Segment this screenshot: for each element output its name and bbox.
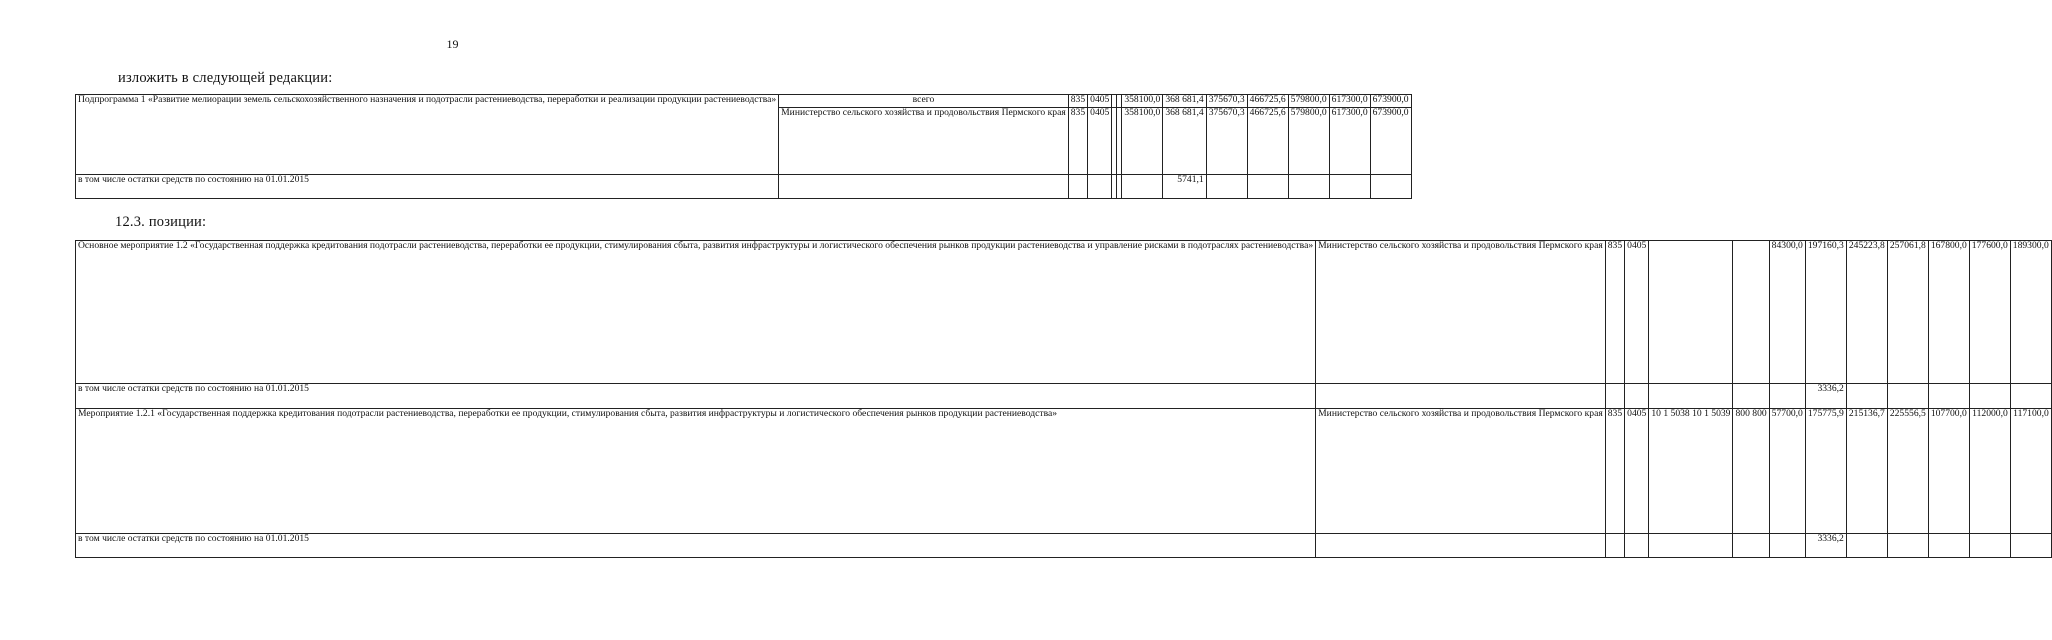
grbs-cell: 835	[1605, 241, 1624, 384]
value-cell: 617300,0	[1329, 108, 1370, 175]
value-cell	[1887, 384, 1928, 409]
value-cell: 245223,8	[1846, 241, 1887, 384]
rzpr-cell	[1625, 534, 1649, 558]
value-cell	[1846, 384, 1887, 409]
value-cell: 358100,0	[1122, 95, 1163, 108]
heading-positions: 12.3. позиции:	[115, 214, 207, 230]
table-row	[76, 384, 2052, 409]
value-cell	[1969, 384, 2010, 409]
rzpr-cell	[1625, 384, 1649, 409]
vr-cell: 800 800	[1733, 409, 1769, 534]
value-cell	[1206, 175, 1247, 199]
heading-revision: изложить в следующей редакции:	[118, 70, 333, 86]
value-cell	[2010, 534, 2051, 558]
value-cell: 368 681,4	[1163, 108, 1206, 175]
row-description: Мероприятие 1.2.1 «Государственная поддержка кредитования подотрасли растениеводства, переработки ее продукции, стимулирования сбыта, развития инфраструктуры и логистического обеспечения рынков продукции растениеводства»	[76, 409, 1316, 534]
table-row	[76, 241, 2052, 384]
table-row	[76, 409, 2052, 534]
value-cell	[1247, 175, 1288, 199]
value-cell: 175775,9	[1805, 409, 1846, 534]
value-cell	[1122, 175, 1163, 199]
value-cell: 617300,0	[1329, 95, 1370, 108]
table-row	[76, 95, 1412, 108]
value-cell: 167800,0	[1928, 241, 1969, 384]
executor-cell: всего	[779, 95, 1069, 108]
grbs-cell: 835	[1068, 108, 1087, 175]
value-cell	[1846, 534, 1887, 558]
rzpr-cell	[1088, 175, 1112, 199]
value-cell: 579800,0	[1288, 108, 1329, 175]
executor-cell: Министерство сельского хозяйства и продовольствия Пермского края	[779, 108, 1069, 175]
value-cell: 117100,0	[2010, 409, 2051, 534]
value-cell: 3336,2	[1805, 384, 1846, 409]
value-cell	[1928, 534, 1969, 558]
value-cell	[1769, 384, 1805, 409]
value-cell: 673900,0	[1370, 108, 1411, 175]
grbs-cell: 835	[1605, 409, 1624, 534]
value-cell: 3336,2	[1805, 534, 1846, 558]
csr-cell: 10 1 5038 10 1 5039	[1649, 409, 1733, 534]
value-cell	[1969, 534, 2010, 558]
grbs-cell	[1068, 175, 1087, 199]
executor-cell	[1316, 534, 1606, 558]
csr-cell	[1649, 241, 1733, 384]
executor-cell: Министерство сельского хозяйства и продовольствия Пермского края	[1316, 409, 1606, 534]
executor-cell	[1316, 384, 1606, 409]
csr-cell	[1649, 534, 1733, 558]
value-cell: 215136,7	[1846, 409, 1887, 534]
value-cell: 579800,0	[1288, 95, 1329, 108]
value-cell: 107700,0	[1928, 409, 1969, 534]
row-description: Подпрограмма 1 «Развитие мелиорации земель сельскохозяйственного назначения и подотрасли растениеводства, переработки и реализации продукции растениеводства»	[76, 95, 779, 175]
table-positions	[75, 240, 2052, 558]
value-cell	[1928, 384, 1969, 409]
row-description: в том числе остатки средств по состоянию на 01.01.2015	[76, 534, 1316, 558]
grbs-cell	[1605, 534, 1624, 558]
table-row	[76, 534, 2052, 558]
executor-cell: Министерство сельского хозяйства и продовольствия Пермского края	[1316, 241, 1606, 384]
value-cell: 84300,0	[1769, 241, 1805, 384]
value-cell	[1769, 534, 1805, 558]
value-cell: 257061,8	[1887, 241, 1928, 384]
value-cell: 225556,5	[1887, 409, 1928, 534]
value-cell: 375670,3	[1206, 95, 1247, 108]
table-row	[76, 175, 1412, 199]
rzpr-cell: 0405	[1088, 108, 1112, 175]
table-subprogram	[75, 94, 1412, 199]
value-cell: 112000,0	[1969, 409, 2010, 534]
value-cell: 358100,0	[1122, 108, 1163, 175]
value-cell: 57700,0	[1769, 409, 1805, 534]
vr-cell	[1733, 384, 1769, 409]
row-description: в том числе остатки средств по состоянию на 01.01.2015	[76, 175, 779, 199]
executor-cell	[779, 175, 1069, 199]
value-cell: 197160,3	[1805, 241, 1846, 384]
value-cell	[1329, 175, 1370, 199]
grbs-cell: 835	[1068, 95, 1087, 108]
vr-cell	[1733, 241, 1769, 384]
csr-cell	[1649, 384, 1733, 409]
value-cell: 189300,0	[2010, 241, 2051, 384]
rzpr-cell: 0405	[1088, 95, 1112, 108]
value-cell: 5741,1	[1163, 175, 1206, 199]
value-cell: 375670,3	[1206, 108, 1247, 175]
value-cell	[2010, 384, 2051, 409]
value-cell: 673900,0	[1370, 95, 1411, 108]
value-cell: 177600,0	[1969, 241, 2010, 384]
row-description: Основное мероприятие 1.2 «Государственная поддержка кредитования подотрасли растениеводства, переработки ее продукции, стимулирования сбыта, развития инфраструктуры и логистического обеспечения рынков продукции растениеводства и управление рисками в подотраслях растениеводства»	[76, 241, 1316, 384]
grbs-cell	[1605, 384, 1624, 409]
value-cell	[1288, 175, 1329, 199]
page-number: 19	[446, 37, 459, 51]
value-cell	[1887, 534, 1928, 558]
row-description: в том числе остатки средств по состоянию на 01.01.2015	[76, 384, 1316, 409]
value-cell: 368 681,4	[1163, 95, 1206, 108]
rzpr-cell: 0405	[1625, 409, 1649, 534]
value-cell	[1370, 175, 1411, 199]
value-cell: 466725,6	[1247, 108, 1288, 175]
rzpr-cell: 0405	[1625, 241, 1649, 384]
value-cell: 466725,6	[1247, 95, 1288, 108]
vr-cell	[1733, 534, 1769, 558]
